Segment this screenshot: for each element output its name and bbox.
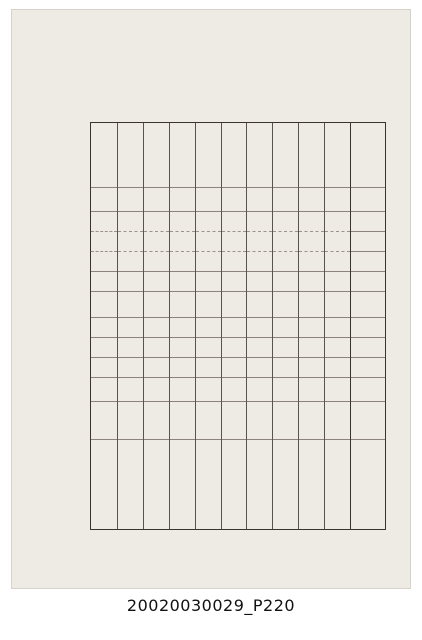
table-column	[169, 123, 195, 529]
table-column	[195, 123, 221, 529]
table-column	[272, 123, 298, 529]
scanned-page	[12, 10, 410, 588]
table-column	[246, 123, 272, 529]
table-column	[221, 123, 247, 529]
table-column	[143, 123, 169, 529]
population-table	[90, 122, 386, 530]
table-column	[324, 123, 350, 529]
table-grid	[91, 123, 385, 529]
table-column	[91, 123, 117, 529]
table-column	[298, 123, 324, 529]
table-column	[117, 123, 143, 529]
page-content	[50, 22, 388, 574]
catalog-number: 20020030029_P220	[126, 596, 296, 615]
table-stub-column	[350, 123, 385, 529]
